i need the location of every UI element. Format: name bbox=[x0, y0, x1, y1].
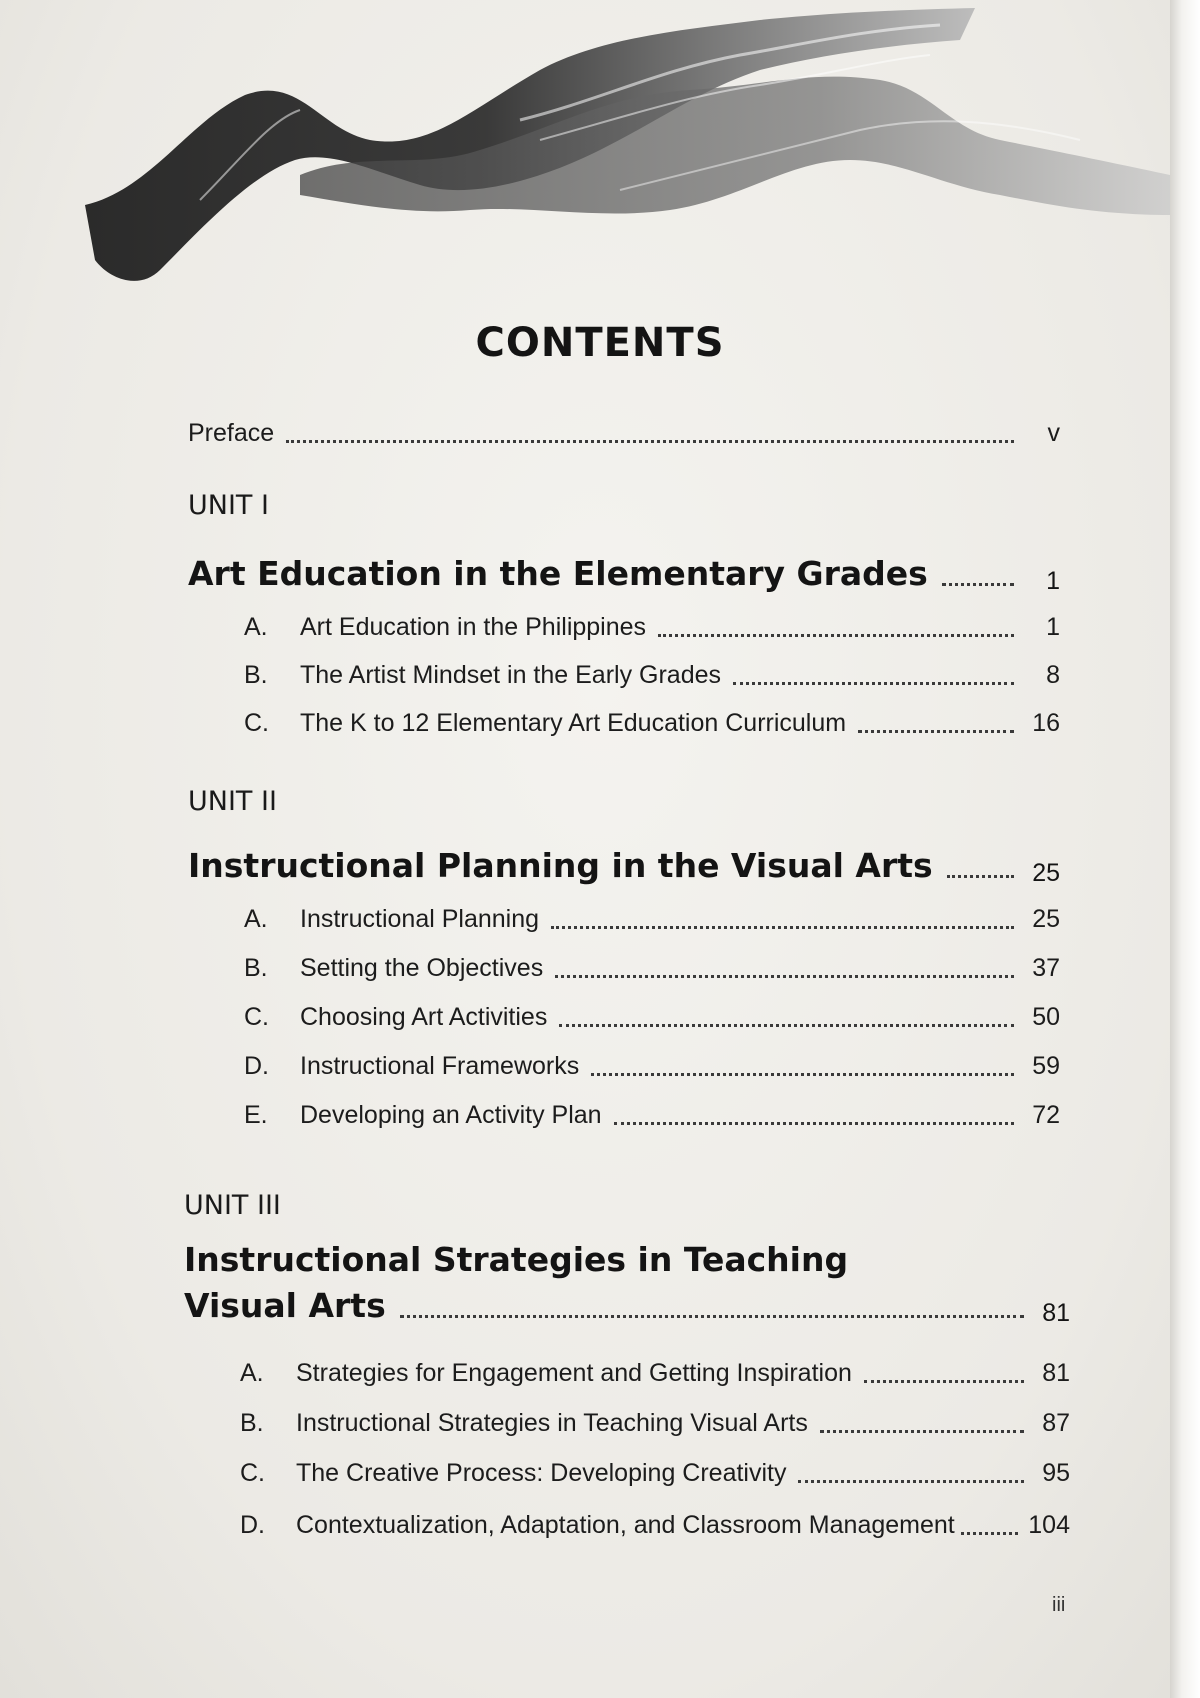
section-letter: B. bbox=[240, 1409, 264, 1437]
toc-entry bbox=[244, 904, 1060, 934]
toc-page-number: v bbox=[1047, 419, 1060, 447]
dot-leader bbox=[591, 1073, 1014, 1076]
toc-page-number: 8 bbox=[1046, 661, 1060, 689]
toc-entry bbox=[244, 1002, 1060, 1032]
unit-label: UNIT III bbox=[184, 1190, 281, 1221]
unit-title: Instructional Planning in the Visual Arts bbox=[188, 846, 933, 885]
toc-entry-title: Contextualization, Adaptation, and Classroom Management bbox=[296, 1511, 955, 1539]
toc-entry-title: Choosing Art Activities bbox=[300, 1003, 548, 1031]
section-letter: B. bbox=[244, 661, 268, 689]
toc-entry-title: Developing an Activity Plan bbox=[300, 1101, 602, 1129]
toc-entry-title: Instructional Frameworks bbox=[300, 1052, 580, 1080]
unit-title: Instructional Strategies in Teaching bbox=[184, 1240, 849, 1279]
dot-leader bbox=[551, 926, 1014, 929]
section-letter: A. bbox=[244, 613, 268, 641]
toc-page-number: 1 bbox=[1046, 613, 1060, 641]
toc-page-number: 72 bbox=[1032, 1101, 1060, 1129]
toc-entry-title: Instructional Planning bbox=[300, 905, 540, 933]
dot-leader bbox=[555, 975, 1014, 978]
toc-page-number: 87 bbox=[1042, 1409, 1070, 1437]
dot-leader bbox=[658, 634, 1014, 637]
unit-heading bbox=[188, 844, 1060, 888]
dot-leader bbox=[559, 1024, 1014, 1027]
toc-page-number: 1 bbox=[1046, 567, 1060, 595]
toc-entry bbox=[240, 1458, 1070, 1488]
dot-leader bbox=[858, 730, 1014, 733]
toc-page-number: 16 bbox=[1032, 709, 1060, 737]
toc-page-number: 81 bbox=[1042, 1299, 1070, 1327]
unit-label: UNIT I bbox=[188, 490, 269, 521]
dot-leader bbox=[798, 1480, 1024, 1483]
toc-entry-title: Art Education in the Philippines bbox=[300, 613, 647, 641]
toc-entry bbox=[240, 1358, 1070, 1388]
toc-entry-title: Instructional Strategies in Teaching Visual Arts bbox=[296, 1409, 808, 1437]
toc-entry bbox=[244, 612, 1060, 642]
toc-page-number: 37 bbox=[1032, 954, 1060, 982]
toc-entry-title: Strategies for Engagement and Getting Inspiration bbox=[296, 1359, 852, 1387]
dot-leader bbox=[947, 875, 1014, 878]
toc-entry-title: Preface bbox=[188, 419, 275, 447]
section-letter: A. bbox=[240, 1359, 264, 1387]
toc-page-number: 59 bbox=[1032, 1052, 1060, 1080]
toc-page-number: 50 bbox=[1032, 1003, 1060, 1031]
toc-entry bbox=[240, 1408, 1070, 1438]
dot-leader bbox=[733, 682, 1014, 685]
section-letter: C. bbox=[244, 709, 269, 737]
toc-entry-preface bbox=[188, 418, 1060, 448]
toc-entry-title: The Artist Mindset in the Early Grades bbox=[300, 661, 722, 689]
section-letter: B. bbox=[244, 954, 268, 982]
toc-entry bbox=[244, 708, 1060, 738]
dot-leader bbox=[820, 1430, 1024, 1433]
toc-page-number: 81 bbox=[1042, 1359, 1070, 1387]
unit-title: Art Education in the Elementary Grades bbox=[188, 554, 928, 593]
toc-entry-title: The Creative Process: Developing Creativity bbox=[296, 1459, 787, 1487]
section-letter: D. bbox=[240, 1511, 265, 1539]
dot-leader bbox=[614, 1122, 1014, 1125]
section-letter: C. bbox=[244, 1003, 269, 1031]
toc-entry-title: The K to 12 Elementary Art Education Curriculum bbox=[300, 709, 847, 737]
page-title: CONTENTS bbox=[475, 320, 725, 366]
dot-leader bbox=[400, 1315, 1024, 1318]
dot-leader bbox=[942, 583, 1014, 586]
toc-page-number: 104 bbox=[1028, 1511, 1070, 1539]
section-letter: C. bbox=[240, 1459, 265, 1487]
toc-page-number: 95 bbox=[1042, 1459, 1070, 1487]
dot-leader bbox=[286, 440, 1014, 443]
toc-entry bbox=[240, 1510, 1070, 1540]
unit-title-continued: Visual Arts bbox=[184, 1286, 386, 1325]
toc-entry bbox=[244, 1100, 1060, 1130]
unit-heading bbox=[184, 1284, 1070, 1328]
dot-leader bbox=[864, 1380, 1024, 1383]
toc-page-number: 25 bbox=[1032, 905, 1060, 933]
toc-entry bbox=[244, 1051, 1060, 1081]
dot-leader bbox=[961, 1532, 1019, 1535]
unit-label: UNIT II bbox=[188, 786, 277, 817]
toc-page-number: 25 bbox=[1032, 859, 1060, 887]
section-letter: D. bbox=[244, 1052, 269, 1080]
toc-entry bbox=[244, 953, 1060, 983]
section-letter: A. bbox=[244, 905, 268, 933]
toc-entry bbox=[244, 660, 1060, 690]
page-folio: iii bbox=[1052, 1594, 1066, 1616]
toc-entry-title: Setting the Objectives bbox=[300, 954, 544, 982]
section-letter: E. bbox=[244, 1101, 268, 1129]
unit-heading bbox=[188, 552, 1060, 596]
